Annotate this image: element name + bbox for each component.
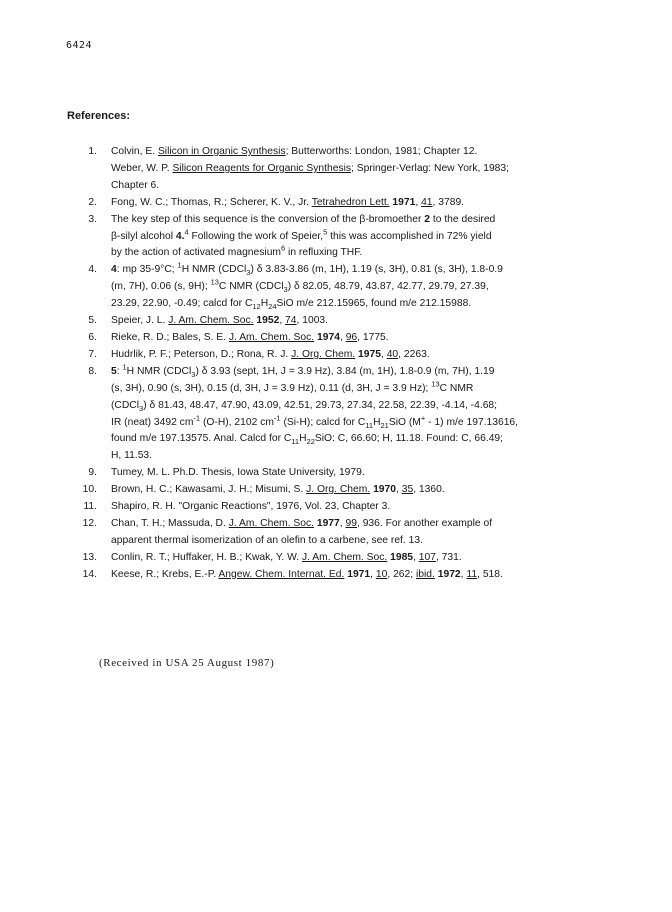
reference-number: 2. <box>88 196 97 208</box>
reference-line: 5: $^1$H NMR (CDCl$_3$) δ 3.93 (sept, 1H, J = 3.9 Hz), 3.84 (m, 1H), 1.8-0.9 (m, 7H), 1.19 <box>111 362 495 379</box>
reference-line: 23.29, 22.90, -0.49; calcd for $C_{12}H_{24}SiO$ m/e 212.15965, found m/e 212.15988. <box>111 298 472 312</box>
reference-text <box>97 313 627 330</box>
reference-line: found m/e 197.13575. Anal. Calcd for $C_{11}H_{22}SiO$: C, 66.60; H, 11.18. Found: C, 66.49; <box>111 433 504 447</box>
reference-text <box>97 347 627 364</box>
reference-item <box>67 347 627 364</box>
reference-item <box>67 144 627 195</box>
reference-text <box>97 330 627 347</box>
reference-item <box>67 195 627 212</box>
reference-line: The key step of this sequence is the conversion of the β-bromoether 2 to the desired <box>111 213 496 225</box>
reference-number: 4. <box>88 264 97 276</box>
reference-item <box>67 364 627 465</box>
reference-line: β-silyl alcohol 4.$^4$ Following the work of Speier,$^5$ this was accomplished in 72% yield <box>111 227 492 242</box>
reference-text <box>97 212 627 263</box>
reference-text <box>97 144 627 195</box>
reference-item <box>67 550 627 567</box>
reference-item <box>67 499 627 516</box>
reference-line: Rieke, R. D.; Bales, S. E. J. Am. Chem. Soc. 1974, 96, 1775. <box>111 331 389 343</box>
references-list <box>67 144 627 584</box>
reference-item <box>67 313 627 330</box>
reference-number: 14. <box>82 568 97 580</box>
reference-text <box>97 499 627 516</box>
reference-line: apparent thermal isomerization of an olefin to a carbene, see ref. 13. <box>111 534 423 546</box>
reference-item <box>67 482 627 499</box>
reference-line: Shapiro, R. H. "Organic Reactions", 1976, Vol. 23, Chapter 3. <box>111 501 391 513</box>
reference-number: 11. <box>83 501 97 513</box>
reference-text <box>97 482 627 499</box>
reference-line: Chapter 6. <box>111 179 160 191</box>
reference-number: 13. <box>82 551 97 563</box>
reference-text <box>97 550 627 567</box>
reference-item <box>67 516 627 550</box>
reference-number: 6. <box>88 331 97 343</box>
reference-number: 5. <box>88 315 97 327</box>
reference-item <box>67 262 627 313</box>
reference-line: 4: mp 35-9°C; $^1$H NMR (CDCl$_3$) δ 3.83-3.86 (m, 1H), 1.19 (s, 3H), 0.81 (s, 3H), 1.8-0.9 <box>111 260 503 278</box>
reference-item <box>67 465 627 482</box>
reference-number: 8. <box>88 365 97 377</box>
reference-line: Brown, H. C.; Kawasami, J. H.; Misumi, S. J. Org. Chem. 1970, 35, 1360. <box>111 484 445 496</box>
reference-number: 3. <box>88 213 97 225</box>
reference-text <box>97 516 627 550</box>
reference-line: (CDCl$_3$) δ 81.43, 48.47, 47.90, 43.09, 42.51, 29.73, 27.34, 22.58, 22.39, -4.14, -4.68; <box>111 399 498 413</box>
reference-line: Colvin, E. Silicon in Organic Synthesis; Butterworths: London, 1981; Chapter 12. <box>111 146 478 157</box>
reference-number: 10. <box>82 484 97 496</box>
reference-text <box>97 364 627 465</box>
received-date: (Received in USA 25 August 1987) <box>99 657 275 669</box>
reference-text <box>97 465 627 482</box>
reference-line: Conlin, R. T.; Huffaker, H. B.; Kwak, Y. W. J. Am. Chem. Soc. 1985, 107, 731. <box>111 551 462 563</box>
reference-number: 1. <box>88 146 97 157</box>
reference-number: 12. <box>82 517 97 529</box>
reference-item <box>67 212 627 263</box>
reference-item <box>67 330 627 347</box>
reference-text <box>97 195 627 212</box>
references-heading: References: <box>67 110 130 122</box>
reference-line: Weber, W. P. Silicon Reagents for Organic Synthesis; Springer-Verlag: New York, 1983; <box>111 162 509 174</box>
reference-line: by the action of activated magnesium$^6$ in refluxing THF. <box>111 244 363 259</box>
reference-line: (m, 7H), 0.06 (s, 9H); $^{13}$C NMR (CDCl$_3$) δ 82.05, 48.79, 43.87, 42.77, 29.79, 27.39, <box>111 277 489 295</box>
reference-line: H, 11.53. <box>111 450 153 462</box>
reference-number: 9. <box>88 467 97 479</box>
reference-line: (s, 3H), 0.90 (s, 3H), 0.15 (d, 3H, J = 3.9 Hz), 0.11 (d, 3H, J = 3.9 Hz); $^{13}$C NMR <box>111 379 474 394</box>
reference-line: Keese, R.; Krebs, E.-P. Angew. Chem. Internat. Ed. 1971, 10, 262; ibid. 1972, 11, 518. <box>111 568 503 580</box>
page-number: 6424 <box>66 40 93 51</box>
reference-text <box>97 567 627 584</box>
reference-line: Tumey, M. L. Ph.D. Thesis, Iowa State University, 1979. <box>111 467 365 479</box>
reference-line: Fong, W. C.; Thomas, R.; Scherer, K. V., Jr. Tetrahedron Lett. 1971, 41, 3789. <box>111 196 465 208</box>
reference-number: 7. <box>88 348 97 360</box>
reference-line: Chan, T. H.; Massuda, D. J. Am. Chem. Soc. 1977, 99, 936. For another example of <box>111 517 493 529</box>
reference-line: Hudrlik, P. F.; Peterson, D.; Rona, R. J. J. Org. Chem. 1975, 40, 2263. <box>111 348 430 360</box>
reference-text <box>97 262 627 313</box>
reference-line: IR (neat) 3492 $cm^{-1}$ (O-H), 2102 $cm^{-1}$ (Si-H); calcd for $C_{11}H_{21}SiO$ (M+ - 1) m/e 197.13616, <box>111 413 519 430</box>
reference-item <box>67 567 627 584</box>
reference-line: Speier, J. L. J. Am. Chem. Soc. 1952, 74, 1003. <box>111 315 329 327</box>
